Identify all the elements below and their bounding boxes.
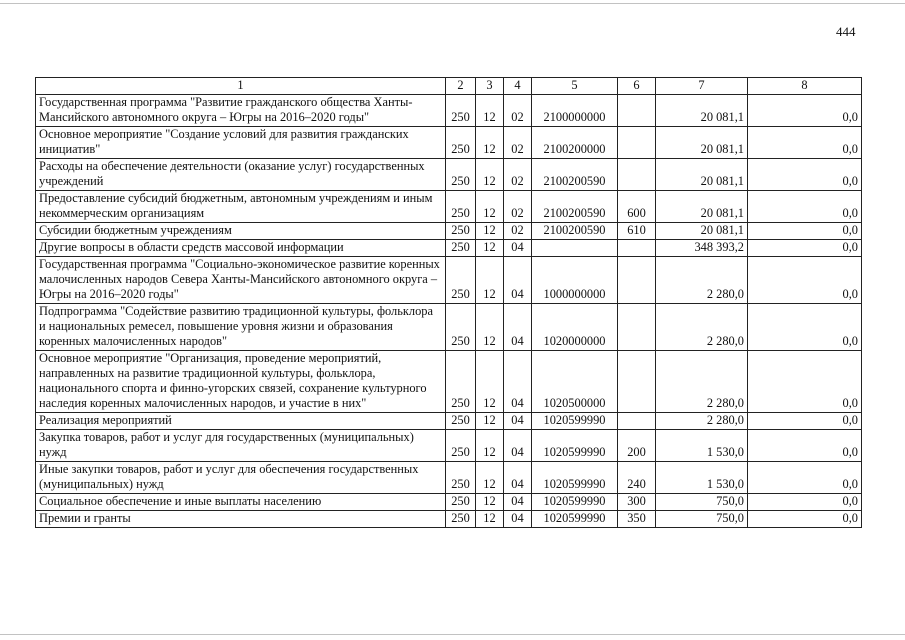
row-col-5: 1020599990 <box>532 494 618 511</box>
header-col-3: 3 <box>476 78 504 95</box>
row-col-2: 250 <box>446 223 476 240</box>
row-col-4: 04 <box>504 413 532 430</box>
row-col-7: 2 280,0 <box>656 257 748 304</box>
header-row <box>36 78 862 95</box>
row-col-6: 300 <box>618 494 656 511</box>
row-col-6: 240 <box>618 462 656 494</box>
row-col-2: 250 <box>446 430 476 462</box>
table-row <box>36 304 862 351</box>
row-col-5: 2100200590 <box>532 159 618 191</box>
row-col-4: 04 <box>504 430 532 462</box>
table-row <box>36 95 862 127</box>
row-col-2: 250 <box>446 240 476 257</box>
row-name: Другие вопросы в области средств массовой информации <box>36 240 446 257</box>
row-col-5: 1020000000 <box>532 304 618 351</box>
row-col-2: 250 <box>446 462 476 494</box>
row-col-6: 200 <box>618 430 656 462</box>
row-col-5: 1020599990 <box>532 430 618 462</box>
scan-edge-top <box>0 3 905 4</box>
page-number: 444 <box>836 24 856 39</box>
table-row <box>36 351 862 413</box>
scan-edge-bottom <box>0 634 905 635</box>
table-row <box>36 240 862 257</box>
row-col-3: 12 <box>476 240 504 257</box>
row-col-6 <box>618 351 656 413</box>
row-col-3: 12 <box>476 511 504 528</box>
row-col-2: 250 <box>446 494 476 511</box>
row-col-8: 0,0 <box>748 159 862 191</box>
row-col-8: 0,0 <box>748 191 862 223</box>
table-row <box>36 511 862 528</box>
row-col-6 <box>618 127 656 159</box>
row-col-3: 12 <box>476 95 504 127</box>
row-col-5 <box>532 240 618 257</box>
row-col-6: 610 <box>618 223 656 240</box>
table-row <box>36 430 862 462</box>
row-col-7: 20 081,1 <box>656 191 748 223</box>
row-name: Основное мероприятие "Организация, проведение мероприятий, направленных на развитие традиционной культуры, фольклора, национального спорта и финно-угорских связей, сохранение культурного наследия коренных малочисленных народов, и участие в них" <box>36 351 446 413</box>
row-name: Реализация мероприятий <box>36 413 446 430</box>
budget-table <box>35 77 862 528</box>
header-col-4: 4 <box>504 78 532 95</box>
row-col-7: 2 280,0 <box>656 413 748 430</box>
row-col-4: 04 <box>504 240 532 257</box>
row-name: Подпрограмма "Содействие развитию традиционной культуры, фольклора и национальных ремесел, повышение уровня жизни и образования коренных малочисленных народов" <box>36 304 446 351</box>
row-name: Расходы на обеспечение деятельности (оказание услуг) государственных учреждений <box>36 159 446 191</box>
row-col-8: 0,0 <box>748 223 862 240</box>
row-col-7: 2 280,0 <box>656 304 748 351</box>
row-name: Государственная программа "Развитие гражданского общества Ханты-Мансийского автономного округа – Югры на 2016–2020 годы" <box>36 95 446 127</box>
budget-table-container <box>35 77 862 528</box>
header-col-5: 5 <box>532 78 618 95</box>
header-col-6: 6 <box>618 78 656 95</box>
row-col-6 <box>618 95 656 127</box>
row-col-6 <box>618 413 656 430</box>
table-row <box>36 413 862 430</box>
row-col-2: 250 <box>446 159 476 191</box>
row-col-4: 04 <box>504 351 532 413</box>
row-col-3: 12 <box>476 304 504 351</box>
table-row <box>36 127 862 159</box>
row-col-7: 20 081,1 <box>656 159 748 191</box>
row-col-8: 0,0 <box>748 257 862 304</box>
row-col-7: 750,0 <box>656 511 748 528</box>
row-col-5: 2100200590 <box>532 223 618 240</box>
row-col-3: 12 <box>476 351 504 413</box>
row-col-5: 2100000000 <box>532 95 618 127</box>
row-col-6 <box>618 257 656 304</box>
row-col-8: 0,0 <box>748 494 862 511</box>
row-col-4: 02 <box>504 159 532 191</box>
row-col-2: 250 <box>446 413 476 430</box>
row-name: Субсидии бюджетным учреждениям <box>36 223 446 240</box>
row-col-2: 250 <box>446 351 476 413</box>
row-col-7: 1 530,0 <box>656 462 748 494</box>
row-col-8: 0,0 <box>748 462 862 494</box>
row-col-5: 1020599990 <box>532 511 618 528</box>
row-col-3: 12 <box>476 494 504 511</box>
row-col-7: 20 081,1 <box>656 223 748 240</box>
row-col-4: 04 <box>504 462 532 494</box>
row-col-2: 250 <box>446 191 476 223</box>
row-col-8: 0,0 <box>748 413 862 430</box>
row-col-6 <box>618 159 656 191</box>
row-col-5: 2100200590 <box>532 191 618 223</box>
row-col-3: 12 <box>476 430 504 462</box>
row-col-4: 02 <box>504 127 532 159</box>
row-col-6 <box>618 304 656 351</box>
row-col-4: 02 <box>504 95 532 127</box>
row-col-2: 250 <box>446 127 476 159</box>
row-col-8: 0,0 <box>748 240 862 257</box>
row-col-7: 20 081,1 <box>656 127 748 159</box>
row-col-8: 0,0 <box>748 304 862 351</box>
row-col-7: 2 280,0 <box>656 351 748 413</box>
row-col-5: 2100200000 <box>532 127 618 159</box>
row-col-4: 02 <box>504 191 532 223</box>
row-col-2: 250 <box>446 95 476 127</box>
row-col-8: 0,0 <box>748 351 862 413</box>
row-col-2: 250 <box>446 257 476 304</box>
row-col-7: 1 530,0 <box>656 430 748 462</box>
row-col-6: 350 <box>618 511 656 528</box>
row-name: Государственная программа "Социально-экономическое развитие коренных малочисленных народов Севера Ханты-Мансийского автономного округа – Югры на 2016–2020 годы" <box>36 257 446 304</box>
row-col-8: 0,0 <box>748 430 862 462</box>
row-col-3: 12 <box>476 159 504 191</box>
row-col-6 <box>618 240 656 257</box>
header-col-1: 1 <box>36 78 446 95</box>
row-col-2: 250 <box>446 304 476 351</box>
table-body <box>36 78 862 528</box>
row-col-8: 0,0 <box>748 127 862 159</box>
row-col-5: 1000000000 <box>532 257 618 304</box>
row-col-4: 04 <box>504 257 532 304</box>
row-name: Иные закупки товаров, работ и услуг для обеспечения государственных (муниципальных) нужд <box>36 462 446 494</box>
row-col-3: 12 <box>476 127 504 159</box>
row-col-7: 348 393,2 <box>656 240 748 257</box>
table-row <box>36 257 862 304</box>
row-col-5: 1020599990 <box>532 462 618 494</box>
row-col-4: 04 <box>504 304 532 351</box>
row-name: Закупка товаров, работ и услуг для государственных (муниципальных) нужд <box>36 430 446 462</box>
header-col-2: 2 <box>446 78 476 95</box>
row-col-7: 750,0 <box>656 494 748 511</box>
row-col-6: 600 <box>618 191 656 223</box>
row-col-3: 12 <box>476 413 504 430</box>
row-col-8: 0,0 <box>748 511 862 528</box>
row-col-4: 02 <box>504 223 532 240</box>
header-col-8: 8 <box>748 78 862 95</box>
row-col-4: 04 <box>504 511 532 528</box>
table-row <box>36 462 862 494</box>
row-name: Социальное обеспечение и иные выплаты населению <box>36 494 446 511</box>
row-col-3: 12 <box>476 462 504 494</box>
row-col-3: 12 <box>476 223 504 240</box>
table-row <box>36 223 862 240</box>
row-col-7: 20 081,1 <box>656 95 748 127</box>
row-name: Премии и гранты <box>36 511 446 528</box>
row-col-5: 1020599990 <box>532 413 618 430</box>
row-col-5: 1020500000 <box>532 351 618 413</box>
row-col-4: 04 <box>504 494 532 511</box>
table-row <box>36 494 862 511</box>
row-col-2: 250 <box>446 511 476 528</box>
header-col-7: 7 <box>656 78 748 95</box>
row-col-3: 12 <box>476 257 504 304</box>
table-row <box>36 159 862 191</box>
row-col-8: 0,0 <box>748 95 862 127</box>
row-name: Основное мероприятие "Создание условий для развития гражданских инициатив" <box>36 127 446 159</box>
row-col-3: 12 <box>476 191 504 223</box>
row-name: Предоставление субсидий бюджетным, автономным учреждениям и иным некоммерческим организациям <box>36 191 446 223</box>
table-row <box>36 191 862 223</box>
